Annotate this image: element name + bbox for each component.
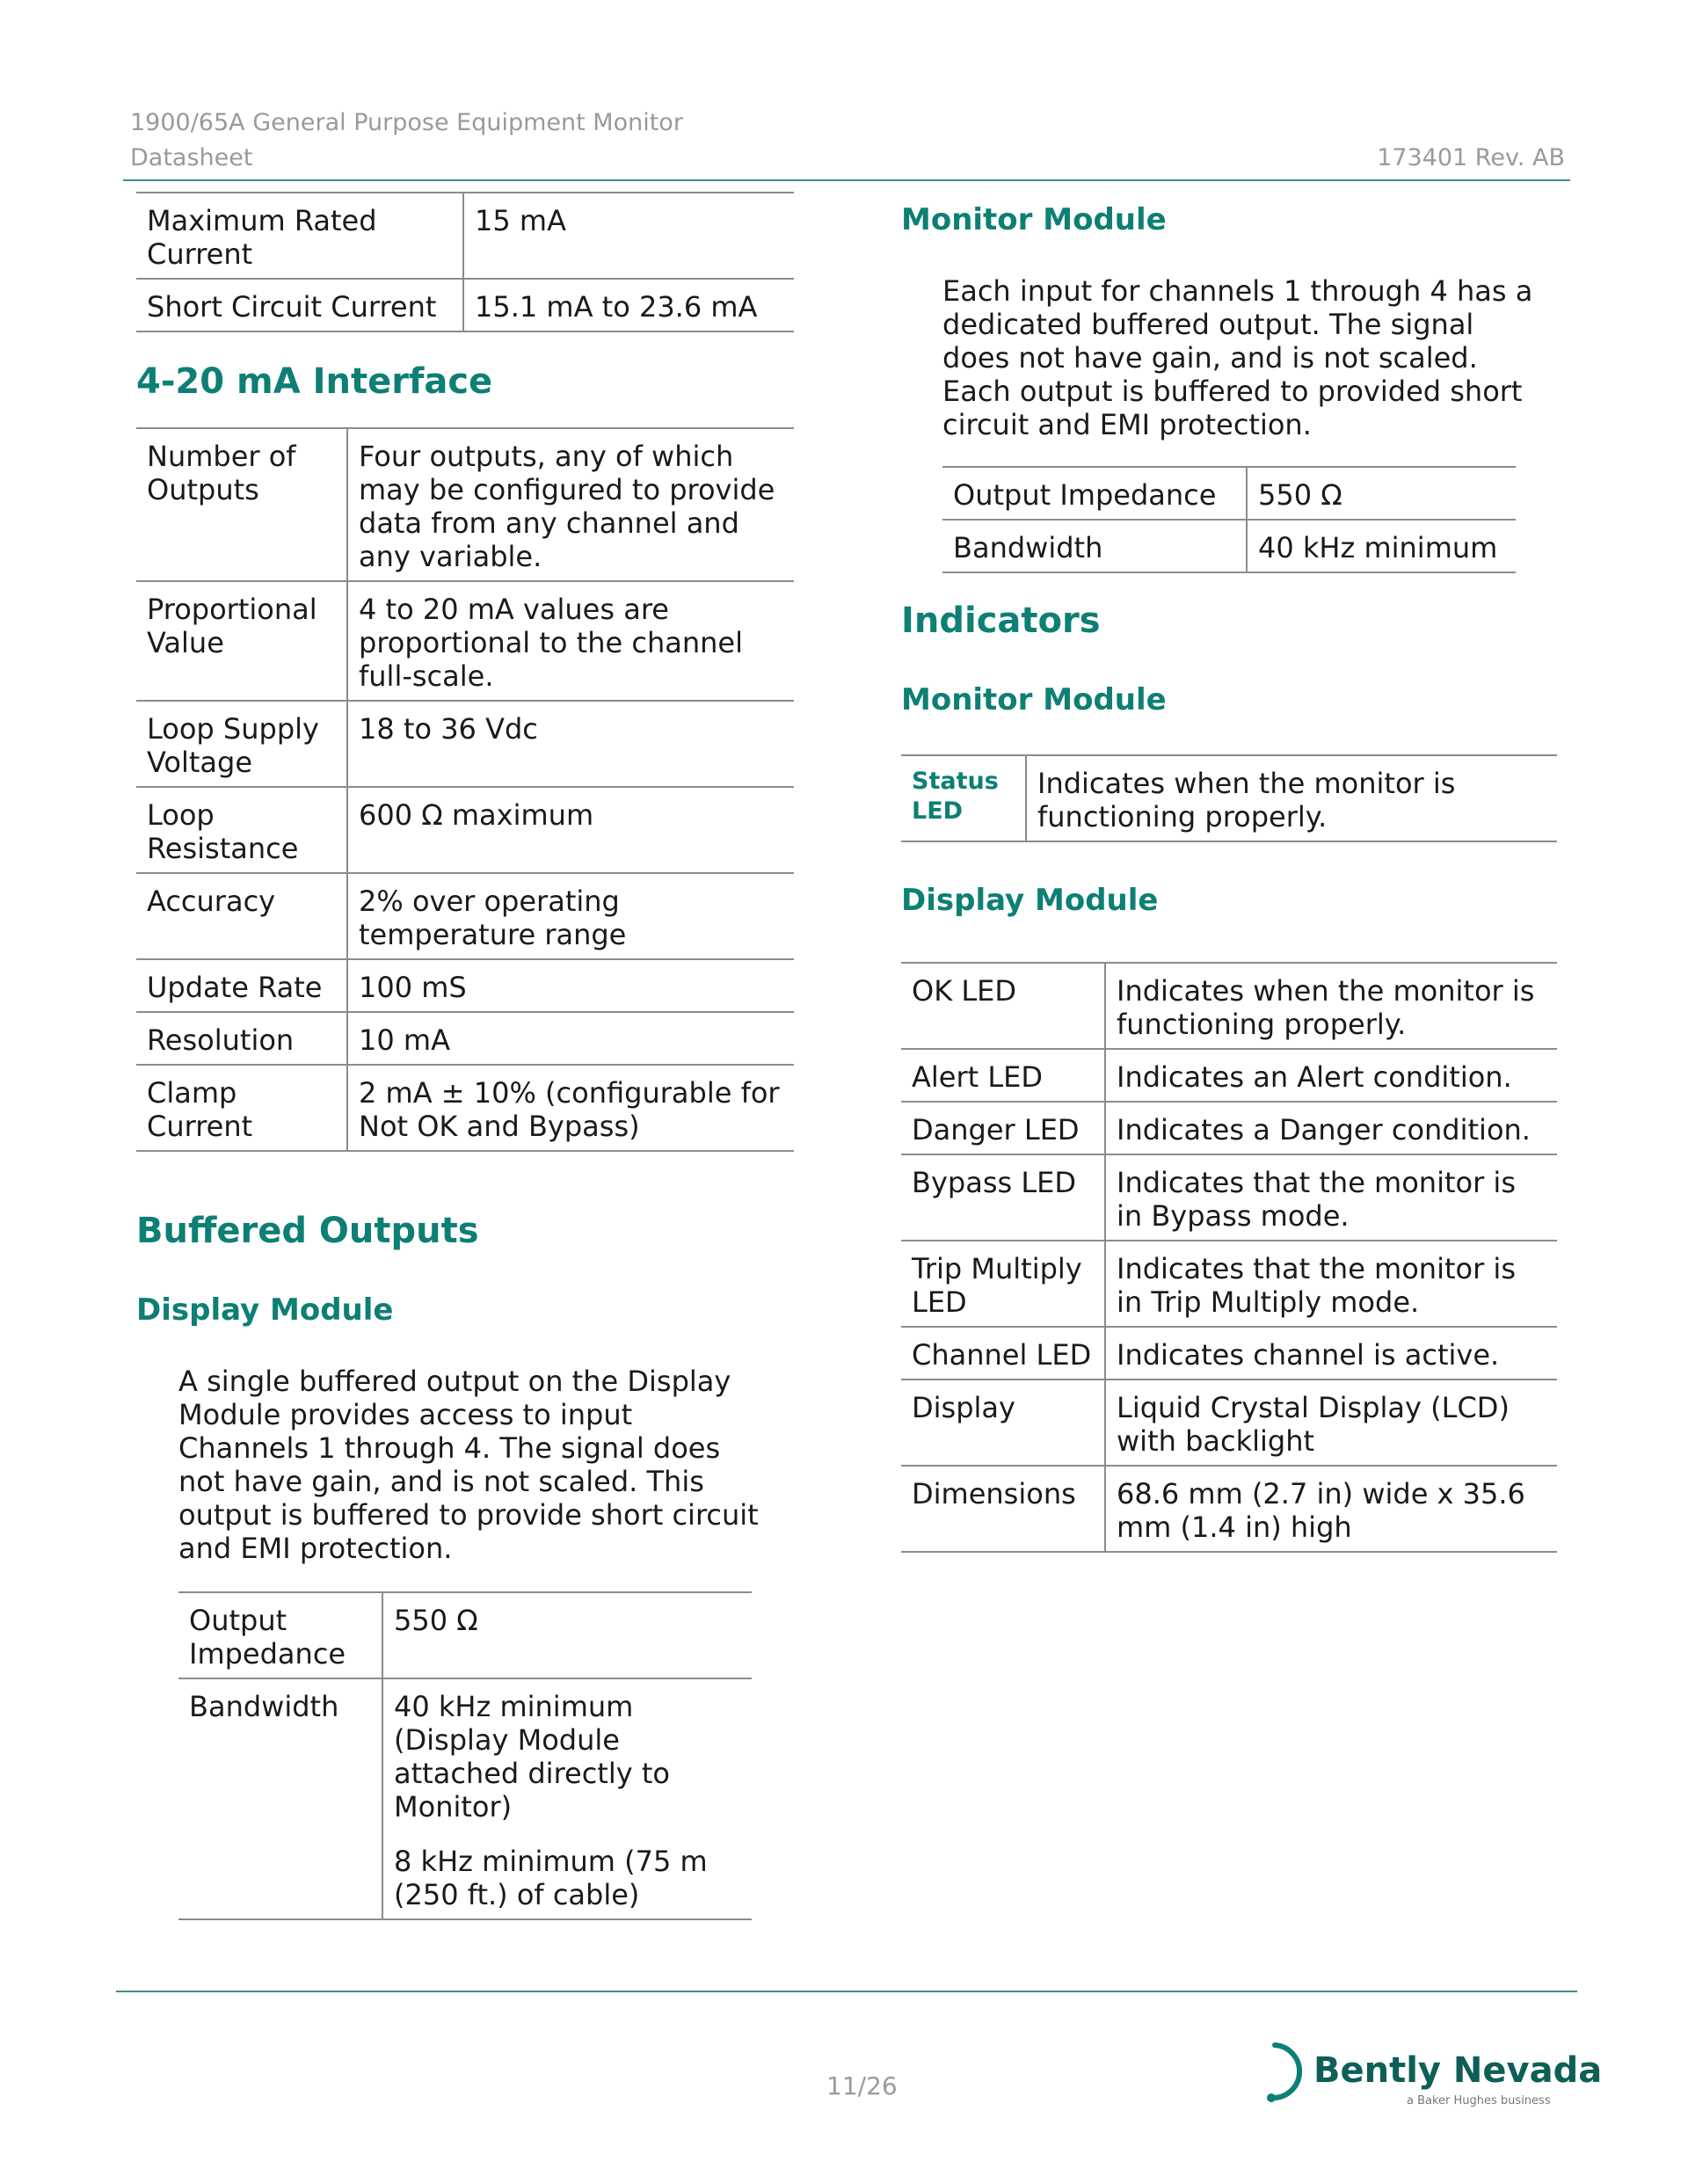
display-led-table — [901, 962, 1557, 1553]
spec-value — [347, 1065, 794, 1151]
monitor-module-description: Each input for channels 1 through 4 has a dedicated buffered output. The signal does not have gain, and is not scaled. Each output is buffered to provided short circuit and EMI protection. — [942, 274, 1533, 441]
current-table — [136, 192, 794, 332]
spec-label: Alert LED — [901, 1049, 1105, 1102]
spec-value — [1105, 1380, 1557, 1466]
spec-value-text: Indicates that the monitor is in Trip Multiply mode. — [1117, 1252, 1516, 1319]
table-row — [942, 520, 1516, 572]
table-row — [136, 279, 794, 331]
spec-value-text: 15.1 mA to 23.6 mA — [475, 290, 758, 324]
spec-label: Output Impedance — [178, 1592, 382, 1678]
spec-label: Danger LED — [901, 1102, 1105, 1154]
spec-value-text: 550 Ω — [394, 1604, 478, 1637]
spec-label: Number of Outputs — [136, 428, 347, 581]
spec-value-text: 68.6 mm (2.7 in) wide x 35.6 mm (1.4 in) high — [1117, 1477, 1525, 1544]
table-row — [901, 1102, 1557, 1154]
spec-label: Maximum Rated Current — [136, 193, 463, 279]
indicators-display-module-heading: Display Module — [901, 883, 1159, 918]
spec-value — [1105, 1102, 1557, 1154]
spec-value — [347, 873, 794, 959]
spec-label: Channel LED — [901, 1327, 1105, 1380]
spec-value-text: Indicates that the monitor is in Bypass mode. — [1117, 1166, 1516, 1233]
footer-rule — [116, 1991, 1577, 1992]
spec-label: OK LED — [901, 963, 1105, 1049]
spec-label: Loop Resistance — [136, 787, 347, 873]
spec-value — [463, 279, 794, 331]
spec-label: Bandwidth — [178, 1678, 382, 1919]
monitor-module-heading: Monitor Module — [901, 202, 1167, 237]
header-doc-number: 173401 Rev. AB — [1377, 144, 1565, 171]
table-row — [136, 193, 794, 279]
header-doc-title: 1900/65A General Purpose Equipment Monitor — [130, 109, 683, 136]
spec-value — [347, 959, 794, 1012]
spec-label: Bandwidth — [942, 520, 1247, 572]
spec-value — [347, 428, 794, 581]
table-row — [901, 755, 1557, 841]
spec-value-text: 2 mA ± 10% (configurable for Not OK and Bypass) — [359, 1076, 780, 1143]
spec-value — [347, 1012, 794, 1065]
spec-value-text: Indicates when the monitor is functioning properly. — [1037, 767, 1456, 834]
spec-label: Display — [901, 1380, 1105, 1466]
table-row — [901, 1466, 1557, 1552]
spec-value-text: 40 kHz minimum — [1258, 531, 1498, 564]
spec-value — [1105, 1154, 1557, 1241]
logo-name: Bently Nevada — [1313, 2050, 1603, 2091]
spec-value-text: 18 to 36 Vdc — [359, 712, 538, 746]
spec-value-text: Indicates when the monitor is functioning properly. — [1117, 974, 1535, 1041]
buffered-outputs-heading: Buffered Outputs — [136, 1211, 479, 1251]
table-row — [901, 963, 1557, 1049]
spec-value — [1105, 1466, 1557, 1552]
spec-value — [1105, 1327, 1557, 1380]
spec-value — [1247, 520, 1516, 572]
spec-value-text: 40 kHz minimum (Display Module attached directly to Monitor) — [394, 1690, 670, 1824]
interface-table — [136, 427, 794, 1152]
table-row — [178, 1592, 752, 1678]
spec-label: Output Impedance — [942, 467, 1247, 520]
display-buffer-table — [178, 1591, 752, 1920]
spec-label: Trip Multiply LED — [901, 1241, 1105, 1327]
spec-value-text: 15 mA — [475, 204, 566, 237]
table-row — [136, 428, 794, 581]
spec-value-text: Liquid Crystal Display (LCD) with backlight — [1117, 1391, 1510, 1458]
spec-label: Proportional Value — [136, 581, 347, 701]
spec-value-text: 10 mA — [359, 1023, 450, 1057]
table-row — [901, 1380, 1557, 1466]
spec-value-text: Four outputs, any of which may be configured to provide data from any channel and any variable. — [359, 440, 775, 573]
spec-value-text: Indicates a Danger condition. — [1117, 1113, 1531, 1147]
table-row — [136, 873, 794, 959]
table-row — [901, 1154, 1557, 1241]
spec-value — [382, 1678, 752, 1919]
spec-value — [347, 581, 794, 701]
spec-label: Clamp Current — [136, 1065, 347, 1151]
display-module-description: A single buffered output on the Display Module provides access to input Channels 1 through 4. The signal does not have gain, and is not scaled. This output is buffered to provide short circuit and EMI protection. — [178, 1365, 759, 1565]
display-module-heading: Display Module — [136, 1292, 394, 1328]
spec-label: Dimensions — [901, 1466, 1105, 1552]
table-row — [136, 1065, 794, 1151]
spec-value — [1105, 963, 1557, 1049]
bently-nevada-logo-icon — [1259, 2040, 1308, 2107]
logo-tagline: a Baker Hughes business — [1407, 2094, 1551, 2108]
spec-value-text: Indicates channel is active. — [1117, 1338, 1500, 1372]
spec-value — [463, 193, 794, 279]
spec-value — [1105, 1049, 1557, 1102]
spec-label: Status LED — [901, 755, 1026, 841]
spec-value-text: 600 Ω maximum — [359, 798, 594, 832]
spec-value — [1026, 755, 1557, 841]
spec-label: Accuracy — [136, 873, 347, 959]
status-led-table — [901, 754, 1557, 842]
interface-heading: 4-20 mA Interface — [136, 361, 493, 402]
spec-value — [1247, 467, 1516, 520]
table-row — [942, 467, 1516, 520]
page-number: 11/26 — [826, 2071, 898, 2100]
spec-label: Bypass LED — [901, 1154, 1105, 1241]
table-row — [901, 1241, 1557, 1327]
spec-value-text: Indicates an Alert condition. — [1117, 1060, 1512, 1094]
spec-value-text: 100 mS — [359, 971, 467, 1004]
spec-value-text: 2% over operating temperature range — [359, 885, 627, 951]
spec-label: Short Circuit Current — [136, 279, 463, 331]
spec-value — [1105, 1241, 1557, 1327]
spec-label: Update Rate — [136, 959, 347, 1012]
spec-value-text: 4 to 20 mA values are proportional to the channel full-scale. — [359, 593, 743, 693]
spec-value — [347, 701, 794, 787]
spec-value-text: 8 kHz minimum (75 m (250 ft.) of cable) — [394, 1845, 708, 1911]
table-row — [136, 701, 794, 787]
header-rule — [123, 179, 1570, 181]
indicators-monitor-module-heading: Monitor Module — [901, 682, 1167, 717]
spec-label: Resolution — [136, 1012, 347, 1065]
table-row — [136, 1012, 794, 1065]
spec-value — [382, 1592, 752, 1678]
indicators-heading: Indicators — [901, 601, 1101, 641]
spec-value-text: 550 Ω — [1258, 478, 1342, 512]
table-row — [901, 1049, 1557, 1102]
table-row — [136, 959, 794, 1012]
table-row — [136, 581, 794, 701]
table-row — [178, 1678, 752, 1919]
header-doc-type: Datasheet — [130, 144, 253, 171]
spec-value — [347, 787, 794, 873]
spec-label: Loop Supply Voltage — [136, 701, 347, 787]
table-row — [901, 1327, 1557, 1380]
monitor-buffer-table — [942, 466, 1516, 573]
table-row — [136, 787, 794, 873]
